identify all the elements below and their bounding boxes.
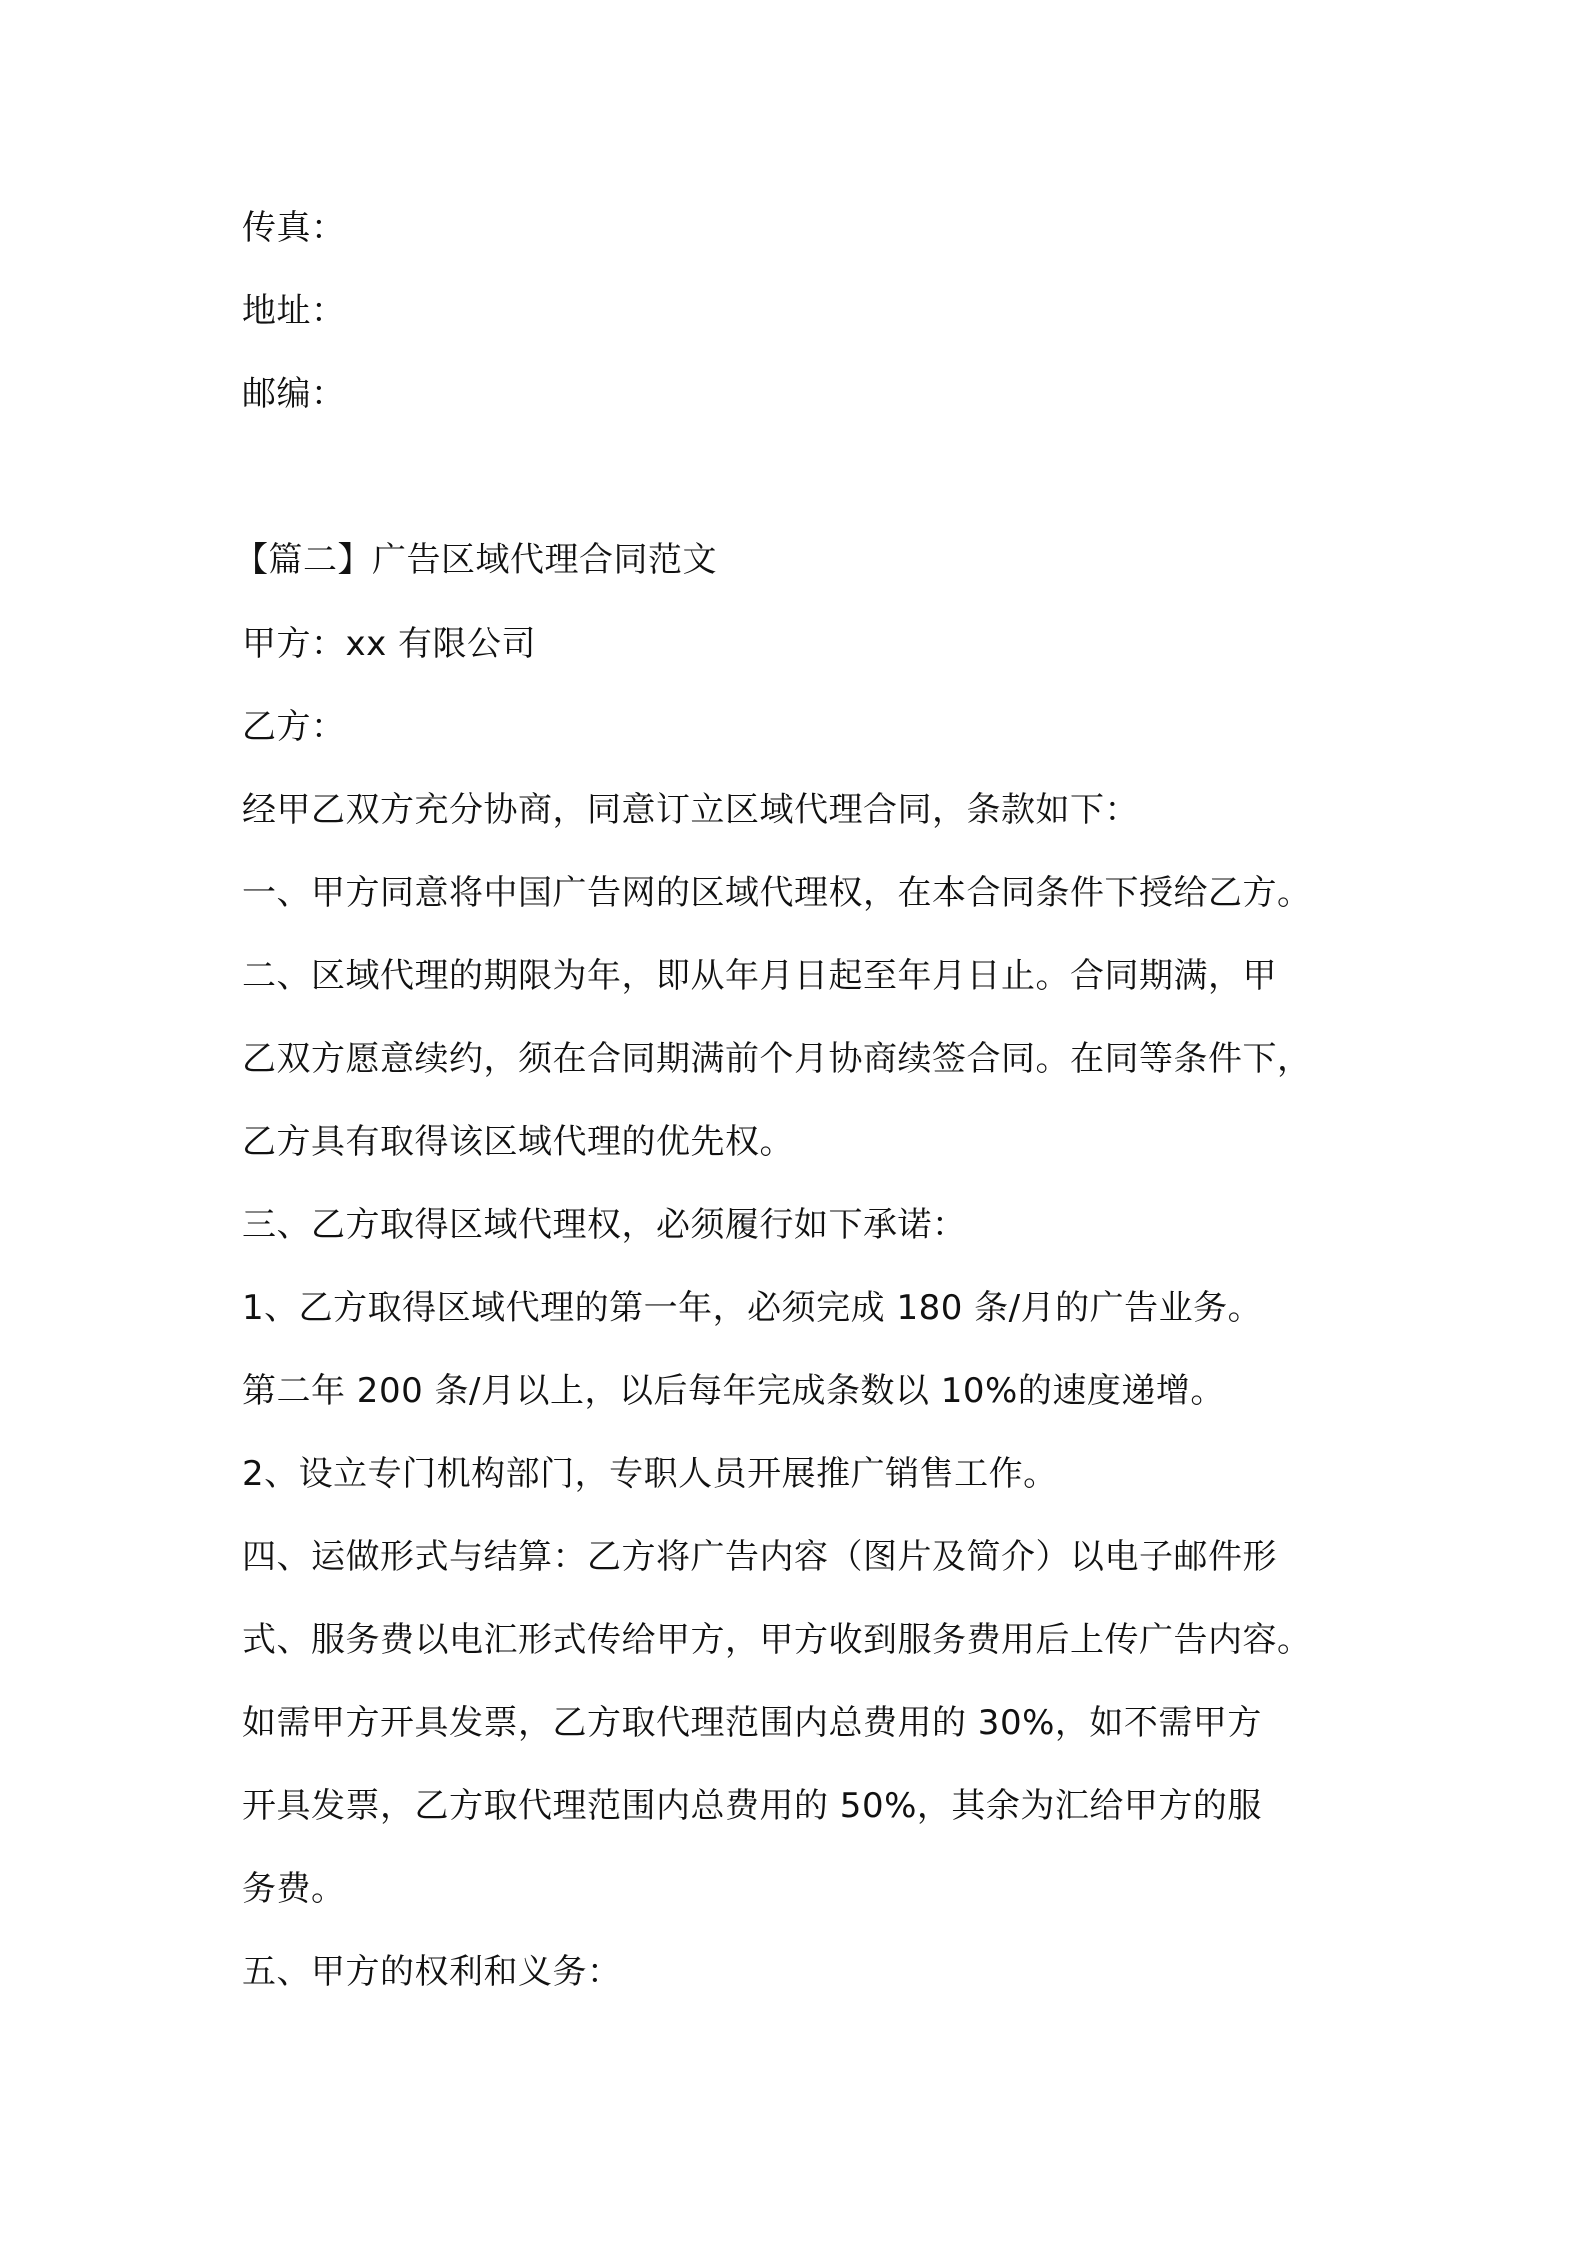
clause-line: 务费。 [242, 1869, 346, 1909]
clause-line: 1、乙方取得区域代理的第一年，必须完成 180 条/月的广告业务。 [242, 1288, 1263, 1328]
preamble-line: 经甲乙双方充分协商，同意订立区域代理合同，条款如下： [242, 790, 1139, 830]
clause-line: 一、甲方同意将中国广告网的区域代理权，在本合同条件下授给乙方。 [242, 873, 1312, 913]
clause-line: 第二年 200 条/月以上，以后每年完成条数以 10%的速度递增。 [242, 1371, 1225, 1411]
clause-line: 式、服务费以电汇形式传给甲方，甲方收到服务费用后上传广告内容。 [242, 1620, 1312, 1660]
clause-line: 五、甲方的权利和义务： [242, 1952, 622, 1992]
clause-line: 三、乙方取得区域代理权，必须履行如下承诺： [242, 1205, 967, 1245]
section-heading: 【篇二】广告区域代理合同范文 [234, 540, 717, 580]
fax-field-label: 传真： [242, 208, 346, 248]
clause-line: 乙双方愿意续约，须在合同期满前个月协商续签合同。在同等条件下， [242, 1039, 1312, 1079]
party-b-line: 乙方： [242, 707, 346, 747]
clause-line: 开具发票，乙方取代理范围内总费用的 50%，其余为汇给甲方的服 [242, 1786, 1262, 1826]
clause-line: 乙方具有取得该区域代理的优先权。 [242, 1122, 794, 1162]
party-a-line: 甲方：xx 有限公司 [242, 624, 537, 664]
clause-line: 如需甲方开具发票，乙方取代理范围内总费用的 30%，如不需甲方 [242, 1703, 1262, 1743]
address-field-label: 地址： [242, 291, 346, 331]
clause-line: 二、区域代理的期限为年，即从年月日起至年月日止。合同期满，甲 [242, 956, 1277, 996]
clause-line: 四、运做形式与结算：乙方将广告内容（图片及简介）以电子邮件形 [242, 1537, 1277, 1577]
clause-line: 2、设立专门机构部门，专职人员开展推广销售工作。 [242, 1454, 1058, 1494]
postcode-field-label: 邮编： [242, 374, 346, 414]
